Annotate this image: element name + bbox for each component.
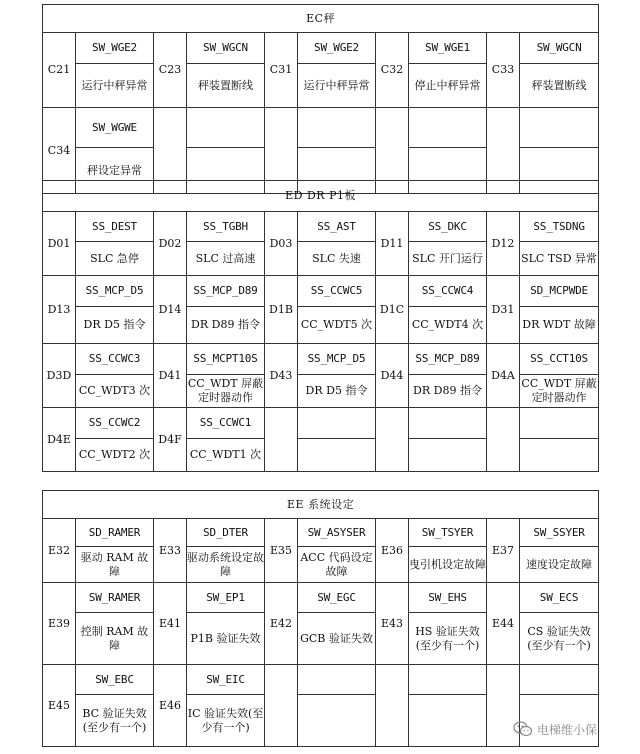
fault-code: C23 xyxy=(154,33,187,108)
fault-code xyxy=(265,408,298,472)
signal-name: SS_CCT10S xyxy=(520,344,599,375)
signal-name: SW_WGE1 xyxy=(409,33,487,64)
fault-code: E43 xyxy=(376,583,409,665)
fault-description: HS 验证失效(至少有一个) xyxy=(409,613,487,665)
signal-name: SS_MCP_D89 xyxy=(187,276,265,307)
signal-name: SS_AST xyxy=(298,212,376,242)
signal-name: SD_MCPWDE xyxy=(520,276,599,307)
fault-code: D4A xyxy=(487,344,520,408)
signal-name: SS_CCWC1 xyxy=(187,408,265,439)
table-row xyxy=(43,408,599,439)
fault-code: D1C xyxy=(376,276,409,344)
signal-name: SS_CCWC5 xyxy=(298,276,376,307)
signal-name: SW_WGE2 xyxy=(298,33,376,64)
fault-description: CC_WDT2 次 xyxy=(76,439,154,472)
fault-code: D11 xyxy=(376,212,409,276)
section-table xyxy=(42,490,599,747)
fault-code: D31 xyxy=(487,276,520,344)
fault-code: D4E xyxy=(43,408,76,472)
fault-code xyxy=(376,665,409,747)
table-row xyxy=(43,108,599,148)
fault-code: E45 xyxy=(43,665,76,747)
signal-name xyxy=(298,108,376,148)
signal-name xyxy=(187,108,265,148)
fault-code: D13 xyxy=(43,276,76,344)
fault-description: 驱动系统设定故障 xyxy=(187,547,265,583)
signal-name: SW_TSYER xyxy=(409,519,487,547)
fault-description: IC 验证失效(至少有一个) xyxy=(187,695,265,747)
fault-description: SLC 失速 xyxy=(298,242,376,276)
signal-name: SS_CCWC3 xyxy=(76,344,154,375)
fault-description: CC_WDT3 次 xyxy=(76,375,154,408)
fault-code: E41 xyxy=(154,583,187,665)
signal-name xyxy=(520,408,599,439)
fault-description: CC_WDT 屏蔽定时器动作 xyxy=(520,375,599,408)
signal-name: SW_ASYSER xyxy=(298,519,376,547)
signal-name: SW_RAMER xyxy=(76,583,154,613)
fault-code: E35 xyxy=(265,519,298,583)
fault-code: D1B xyxy=(265,276,298,344)
fault-code: D12 xyxy=(487,212,520,276)
signal-name: SW_SSYER xyxy=(520,519,599,547)
table-row xyxy=(43,344,599,375)
table-row xyxy=(43,665,599,695)
fault-description: DR WDT 故障 xyxy=(520,307,599,344)
fault-code: E37 xyxy=(487,519,520,583)
section-table xyxy=(42,4,599,194)
fault-code: E33 xyxy=(154,519,187,583)
fault-code: E44 xyxy=(487,583,520,665)
signal-name: SW_EBC xyxy=(76,665,154,695)
fault-code: C34 xyxy=(43,108,76,194)
signal-name: SS_MCP_D5 xyxy=(298,344,376,375)
fault-description: DR D89 指令 xyxy=(409,375,487,408)
fault-code: E36 xyxy=(376,519,409,583)
fault-description xyxy=(298,695,376,747)
signal-name xyxy=(520,665,599,695)
signal-name: SW_EGC xyxy=(298,583,376,613)
table-row xyxy=(43,212,599,242)
fault-description: DR D5 指令 xyxy=(298,375,376,408)
fault-description: 运行中秤异常 xyxy=(76,64,154,108)
wechat-icon xyxy=(513,721,533,737)
fault-code: C31 xyxy=(265,33,298,108)
fault-description: 停止中秤异常 xyxy=(409,64,487,108)
fault-code: D43 xyxy=(265,344,298,408)
fault-code: D02 xyxy=(154,212,187,276)
signal-name: SD_RAMER xyxy=(76,519,154,547)
fault-description: P1B 验证失效 xyxy=(187,613,265,665)
fault-code: D41 xyxy=(154,344,187,408)
fault-code: D44 xyxy=(376,344,409,408)
fault-description: 秤设定异常 xyxy=(76,148,154,194)
section-title: EE 系统设定 xyxy=(43,491,599,519)
fault-description: CS 验证失效(至少有一个) xyxy=(520,613,599,665)
section-table xyxy=(42,180,599,472)
signal-name: SW_WGWE xyxy=(76,108,154,148)
fault-code: D03 xyxy=(265,212,298,276)
signal-name xyxy=(298,408,376,439)
fault-description xyxy=(409,439,487,472)
fault-code: C21 xyxy=(43,33,76,108)
fault-code xyxy=(265,665,298,747)
signal-name: SW_WGCN xyxy=(520,33,599,64)
fault-description: 控制 RAM 故障 xyxy=(76,613,154,665)
signal-name xyxy=(409,108,487,148)
fault-code: D14 xyxy=(154,276,187,344)
fault-description xyxy=(409,695,487,747)
signal-name: SW_WGCN xyxy=(187,33,265,64)
signal-name: SS_MCP_D89 xyxy=(409,344,487,375)
fault-description: DR D89 指令 xyxy=(187,307,265,344)
fault-description: SLC TSD 异常 xyxy=(520,242,599,276)
watermark-text: 电梯维小保 xyxy=(537,722,598,737)
fault-description: DR D5 指令 xyxy=(76,307,154,344)
fault-description: SLC 开门运行 xyxy=(409,242,487,276)
table-row xyxy=(43,276,599,307)
fault-code: E46 xyxy=(154,665,187,747)
fault-code xyxy=(487,408,520,472)
fault-description: 驱动 RAM 故障 xyxy=(76,547,154,583)
fault-code: E32 xyxy=(43,519,76,583)
fault-description: CC_WDT4 次 xyxy=(409,307,487,344)
fault-code: D3D xyxy=(43,344,76,408)
section-title: ED DR P1板 xyxy=(43,181,599,212)
fault-description: 曳引机设定故障 xyxy=(409,547,487,583)
signal-name: SD_DTER xyxy=(187,519,265,547)
fault-description: 秤装置断线 xyxy=(187,64,265,108)
table-row xyxy=(43,519,599,547)
signal-name: SS_MCPT10S xyxy=(187,344,265,375)
signal-name: SS_MCP_D5 xyxy=(76,276,154,307)
fault-code: C33 xyxy=(487,33,520,108)
fault-code xyxy=(376,408,409,472)
signal-name: SW_ECS xyxy=(520,583,599,613)
fault-description: BC 验证失效(至少有一个) xyxy=(76,695,154,747)
fault-code: C32 xyxy=(376,33,409,108)
fault-description: CC_WDT 屏蔽定时器动作 xyxy=(187,375,265,408)
fault-description: CC_WDT1 次 xyxy=(187,439,265,472)
fault-description: SLC 过高速 xyxy=(187,242,265,276)
fault-description: SLC 急停 xyxy=(76,242,154,276)
signal-name xyxy=(409,665,487,695)
fault-code: E42 xyxy=(265,583,298,665)
signal-name: SW_EHS xyxy=(409,583,487,613)
table-row xyxy=(43,33,599,64)
signal-name: SW_EP1 xyxy=(187,583,265,613)
signal-name: SS_DEST xyxy=(76,212,154,242)
fault-description: GCB 验证失效 xyxy=(298,613,376,665)
watermark xyxy=(513,718,633,740)
signal-name: SS_TSDNG xyxy=(520,212,599,242)
section-title: EC秤 xyxy=(43,5,599,33)
fault-code: E39 xyxy=(43,583,76,665)
signal-name xyxy=(520,108,599,148)
fault-description: 速度设定故障 xyxy=(520,547,599,583)
signal-name xyxy=(409,408,487,439)
fault-description xyxy=(298,439,376,472)
signal-name: SW_EIC xyxy=(187,665,265,695)
fault-description: ACC 代码设定故障 xyxy=(298,547,376,583)
signal-name: SS_TGBH xyxy=(187,212,265,242)
signal-name: SS_DKC xyxy=(409,212,487,242)
fault-code: D01 xyxy=(43,212,76,276)
signal-name: SS_CCWC2 xyxy=(76,408,154,439)
fault-description: 运行中秤异常 xyxy=(298,64,376,108)
fault-description: CC_WDT5 次 xyxy=(298,307,376,344)
signal-name xyxy=(298,665,376,695)
fault-code: D4F xyxy=(154,408,187,472)
table-row xyxy=(43,583,599,613)
signal-name: SS_CCWC4 xyxy=(409,276,487,307)
fault-description xyxy=(520,439,599,472)
fault-description: 秤装置断线 xyxy=(520,64,599,108)
signal-name: SW_WGE2 xyxy=(76,33,154,64)
